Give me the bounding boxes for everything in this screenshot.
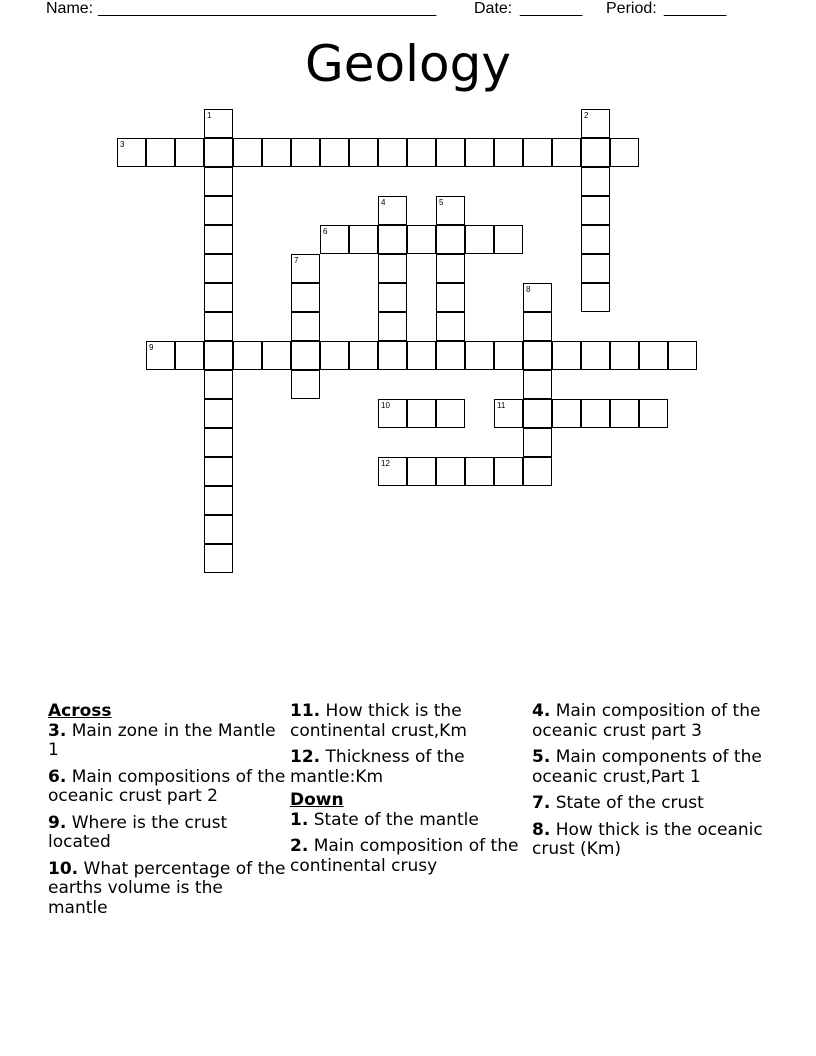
grid-cell[interactable] <box>610 341 639 370</box>
clue-across-9 <box>48 814 286 853</box>
clue-down-8 <box>532 821 770 860</box>
grid-cell[interactable] <box>639 341 668 370</box>
grid-cell[interactable] <box>436 138 465 167</box>
grid-cell[interactable] <box>349 341 378 370</box>
grid-cell[interactable] <box>407 138 436 167</box>
clue-number-label: 8 <box>526 285 531 294</box>
grid-cell[interactable] <box>233 341 262 370</box>
grid-cell[interactable] <box>436 225 465 254</box>
grid-cell[interactable] <box>204 515 233 544</box>
clue-text: How thick is the oceanic crust (Km) <box>532 819 763 859</box>
clue-text: Main zone in the Mantle 1 <box>48 720 276 760</box>
name-label: Name: <box>46 0 94 17</box>
clue-column-3 <box>532 702 770 867</box>
clue-number: 5. <box>532 747 551 767</box>
grid-cell[interactable] <box>639 399 668 428</box>
clue-text: Main composition of the continental crusy <box>290 836 519 876</box>
clue-number: 10. <box>48 858 79 879</box>
grid-cell[interactable] <box>552 399 581 428</box>
clue-number-label: 3 <box>120 140 125 149</box>
clue-down-5 <box>532 748 770 787</box>
grid-cell[interactable] <box>233 138 262 167</box>
grid-cell[interactable] <box>262 341 291 370</box>
date-blank[interactable]: _______ <box>520 0 583 17</box>
grid-cell[interactable] <box>668 341 697 370</box>
grid-cell[interactable] <box>581 225 610 254</box>
clue-down-7 <box>532 794 770 814</box>
grid-cell[interactable] <box>291 341 320 370</box>
grid-cell[interactable] <box>204 225 233 254</box>
grid-cell[interactable] <box>204 138 233 167</box>
period-blank[interactable]: _______ <box>664 0 727 17</box>
grid-cell[interactable] <box>204 341 233 370</box>
grid-cell[interactable] <box>407 225 436 254</box>
grid-cell[interactable] <box>610 399 639 428</box>
grid-cell[interactable] <box>523 457 552 486</box>
grid-cell[interactable] <box>204 428 233 457</box>
clue-column-2 <box>290 702 528 883</box>
grid-cell[interactable] <box>407 457 436 486</box>
grid-cell[interactable] <box>494 138 523 167</box>
grid-cell[interactable] <box>378 341 407 370</box>
grid-cell[interactable] <box>436 283 465 312</box>
grid-cell[interactable] <box>494 341 523 370</box>
clue-text: State of the crust <box>555 793 704 813</box>
grid-cell[interactable] <box>523 370 552 399</box>
clue-text: State of the mantle <box>313 809 479 830</box>
grid-cell[interactable] <box>436 341 465 370</box>
clue-number-label: 4 <box>381 198 386 207</box>
grid-cell[interactable] <box>378 283 407 312</box>
clue-down-1 <box>290 811 528 831</box>
grid-cell[interactable] <box>204 312 233 341</box>
grid-cell[interactable] <box>378 138 407 167</box>
grid-cell[interactable] <box>465 138 494 167</box>
grid-cell[interactable] <box>204 457 233 486</box>
grid-cell[interactable] <box>581 399 610 428</box>
grid-cell[interactable] <box>523 399 552 428</box>
clue-number: 4. <box>532 701 551 721</box>
clue-column-1 <box>48 702 286 925</box>
clue-text: Main composition of the oceanic crust part 3 <box>532 701 761 741</box>
grid-cell[interactable] <box>610 138 639 167</box>
clue-text: Main compositions of the oceanic crust part 2 <box>48 766 286 806</box>
grid-cell[interactable] <box>349 225 378 254</box>
grid-cell[interactable] <box>523 428 552 457</box>
grid-cell[interactable] <box>465 341 494 370</box>
page-title: Geology <box>305 35 511 93</box>
grid-cell[interactable] <box>291 138 320 167</box>
clue-text: Main components of the oceanic crust,Part 1 <box>532 747 762 787</box>
clue-number: 3. <box>48 720 67 741</box>
clue-number-label: 6 <box>323 227 328 236</box>
clue-number-label: 10 <box>381 401 390 410</box>
grid-cell[interactable] <box>320 138 349 167</box>
name-blank[interactable]: ______________________________________ <box>98 0 437 17</box>
clue-number: 8. <box>532 819 551 840</box>
grid-cell[interactable] <box>523 341 552 370</box>
grid-cell[interactable] <box>204 196 233 225</box>
grid-cell[interactable] <box>581 167 610 196</box>
grid-cell[interactable] <box>204 486 233 515</box>
clue-down-2 <box>290 837 528 876</box>
grid-cell[interactable] <box>204 370 233 399</box>
grid-cell[interactable] <box>204 544 233 573</box>
grid-cell[interactable] <box>291 312 320 341</box>
grid-cell[interactable] <box>378 254 407 283</box>
clue-number: 9. <box>48 812 67 833</box>
grid-cell[interactable] <box>523 138 552 167</box>
grid-cell[interactable] <box>436 399 465 428</box>
clue-number-label: 12 <box>381 459 390 468</box>
grid-cell[interactable] <box>204 167 233 196</box>
clue-number: 2. <box>290 836 309 856</box>
grid-cell[interactable] <box>146 138 175 167</box>
grid-cell[interactable] <box>494 457 523 486</box>
clue-across-6 <box>48 768 286 807</box>
clue-number: 7. <box>532 793 551 813</box>
grid-cell[interactable] <box>436 254 465 283</box>
clue-across-10 <box>48 860 286 919</box>
grid-cell[interactable] <box>320 341 349 370</box>
grid-cell[interactable] <box>436 312 465 341</box>
grid-cell[interactable] <box>436 457 465 486</box>
clue-down-4 <box>532 702 770 741</box>
clue-number-label: 2 <box>584 111 589 120</box>
grid-cell[interactable] <box>581 283 610 312</box>
clue-text: Where is the crust located <box>48 812 228 852</box>
grid-cell[interactable] <box>581 196 610 225</box>
grid-cell[interactable] <box>175 341 204 370</box>
clue-number-label: 11 <box>497 401 506 410</box>
grid-cell[interactable] <box>552 138 581 167</box>
clue-across-11 <box>290 702 528 741</box>
clue-text: How thick is the continental crust,Km <box>290 701 467 741</box>
date-label: Date: <box>474 0 513 17</box>
grid-cell[interactable] <box>175 138 204 167</box>
grid-cell[interactable] <box>581 254 610 283</box>
grid-cell[interactable] <box>378 225 407 254</box>
clue-number-label: 5 <box>439 198 444 207</box>
grid-cell[interactable] <box>465 225 494 254</box>
grid-cell[interactable] <box>581 138 610 167</box>
clue-number-label: 1 <box>207 111 212 120</box>
grid-cell[interactable] <box>407 399 436 428</box>
grid-cell[interactable] <box>291 283 320 312</box>
clue-number-label: 7 <box>294 256 299 265</box>
clue-text: Thickness of the mantle:Km <box>290 747 465 787</box>
grid-cell[interactable] <box>523 312 552 341</box>
grid-cell[interactable] <box>407 341 436 370</box>
clue-across-12 <box>290 748 528 787</box>
grid-cell[interactable] <box>494 225 523 254</box>
grid-cell[interactable] <box>552 341 581 370</box>
period-label: Period: <box>606 0 657 17</box>
clue-number-label: 9 <box>149 343 154 352</box>
grid-cell[interactable] <box>465 457 494 486</box>
clue-number: 11. <box>290 701 321 721</box>
clue-across-3 <box>48 722 286 761</box>
grid-cell[interactable] <box>204 283 233 312</box>
grid-cell[interactable] <box>349 138 378 167</box>
clue-number: 12. <box>290 747 321 767</box>
grid-cell[interactable] <box>291 370 320 399</box>
down-heading: Down <box>290 790 344 810</box>
grid-cell[interactable] <box>581 341 610 370</box>
across-heading: Across <box>48 701 112 721</box>
grid-cell[interactable] <box>378 312 407 341</box>
clue-text: What percentage of the earths volume is the mantle <box>48 858 286 918</box>
grid-cell[interactable] <box>204 399 233 428</box>
grid-cell[interactable] <box>204 254 233 283</box>
clue-number: 1. <box>290 809 309 830</box>
clue-number: 6. <box>48 766 67 787</box>
grid-cell[interactable] <box>262 138 291 167</box>
